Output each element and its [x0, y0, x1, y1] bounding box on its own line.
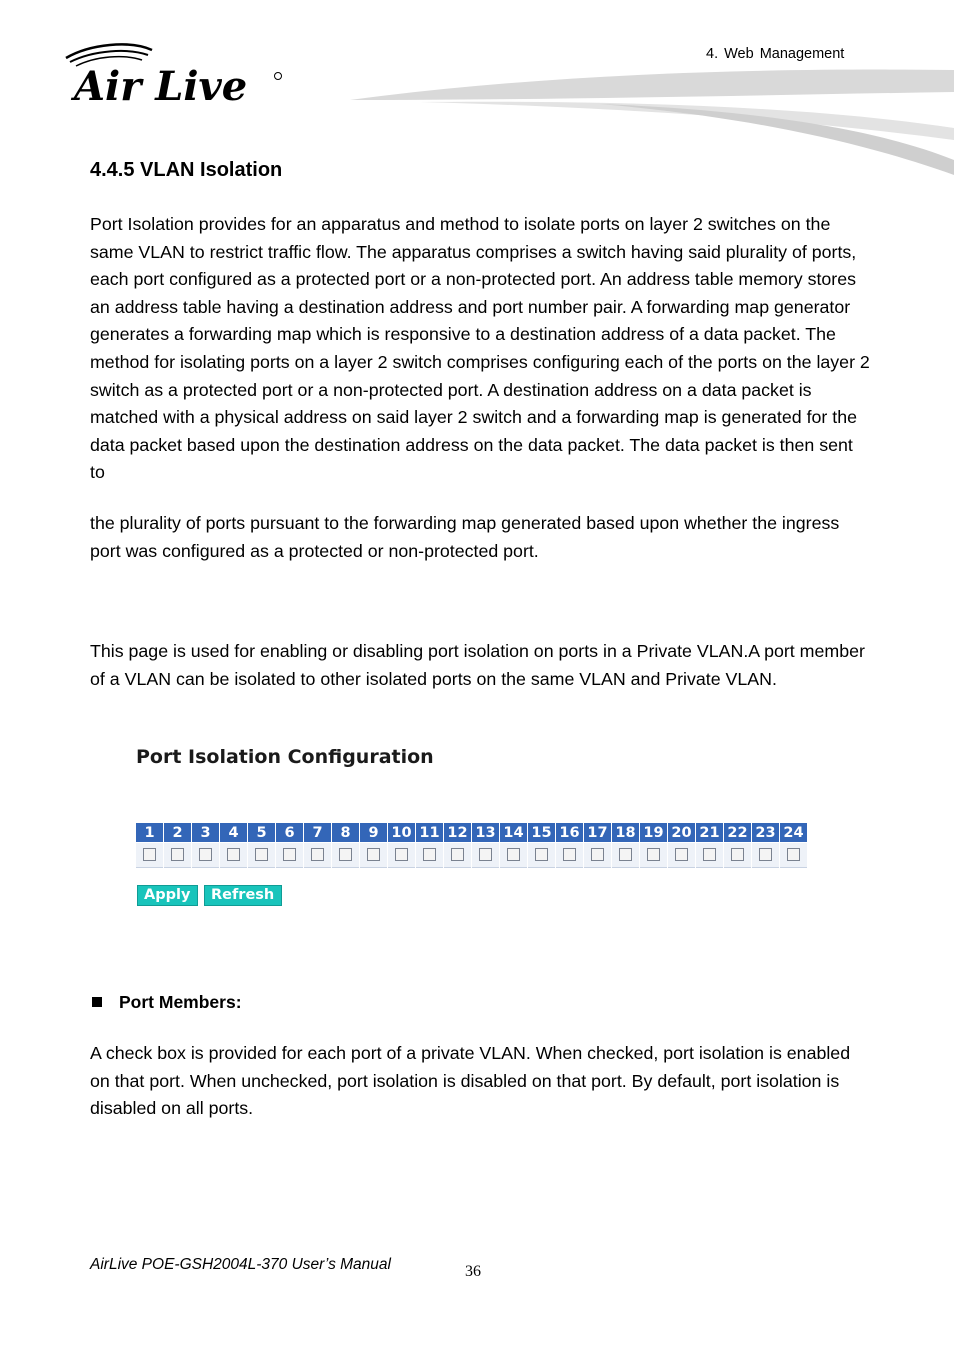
refresh-button[interactable]: Refresh — [204, 885, 282, 906]
port-cell-10 — [388, 843, 415, 868]
port-header-21: 21 — [696, 823, 723, 842]
paragraph-port-members: A check box is provided for each port of a private VLAN. When checked, port isolation is enabled on that port. When unchecked, port isolation is disabled on that port. By default, port isolation is disabled on all ports. — [90, 1043, 851, 1119]
port-cell-23 — [752, 843, 779, 868]
port-cell-24 — [780, 843, 807, 868]
port-header-9: 9 — [360, 823, 387, 842]
bullet-label: Port Members: — [119, 992, 242, 1012]
port-header-12: 12 — [444, 823, 471, 842]
port-checkbox-8[interactable] — [339, 848, 352, 861]
port-header-10: 10 — [388, 823, 415, 842]
apply-button[interactable]: Apply — [137, 885, 198, 906]
bullet-square-icon — [92, 997, 102, 1007]
port-cell-21 — [696, 843, 723, 868]
port-cell-4 — [220, 843, 247, 868]
port-cell-13 — [472, 843, 499, 868]
port-checkbox-12[interactable] — [451, 848, 464, 861]
port-header-20: 20 — [668, 823, 695, 842]
port-cell-11 — [416, 843, 443, 868]
port-header-row — [136, 823, 807, 842]
port-checkbox-18[interactable] — [619, 848, 632, 861]
port-checkbox-17[interactable] — [591, 848, 604, 861]
port-cell-20 — [668, 843, 695, 868]
section-title: 4.4.5 VLAN Isolation — [90, 159, 283, 181]
port-cell-8 — [332, 843, 359, 868]
port-checkbox-5[interactable] — [255, 848, 268, 861]
port-checkbox-13[interactable] — [479, 848, 492, 861]
port-cell-9 — [360, 843, 387, 868]
port-cell-7 — [304, 843, 331, 868]
port-checkbox-24[interactable] — [787, 848, 800, 861]
port-header-17: 17 — [584, 823, 611, 842]
port-isolation-table — [135, 822, 808, 869]
port-header-19: 19 — [640, 823, 667, 842]
chapter-header: 4. Web Management — [706, 46, 845, 62]
port-cell-22 — [724, 843, 751, 868]
port-checkbox-14[interactable] — [507, 848, 520, 861]
port-checkbox-11[interactable] — [423, 848, 436, 861]
port-cell-5 — [248, 843, 275, 868]
paragraph-intro: Port Isolation provides for an apparatus and method to isolate ports on layer 2 switches on the same VLAN to restrict traffic flow. The apparatus comprises a switch having said plurality of ports, each port configured as a protected port or a non-protected port. An address table memory stores an address table having a destination address and port number pair. A forwarding map generator generates a forwarding map which is responsive to a destination address of a data packet. The method for isolating ports on a layer 2 switch comprises configuring each of the ports on the layer 2 switch as a protected port or a non-protected port. A destination address on a data packet is matched with a physical address on said layer 2 switch and a forwarding map is generated for the data packet based upon the destination address on the data packet. The data packet is then sent to — [90, 214, 870, 483]
port-header-18: 18 — [612, 823, 639, 842]
port-header-2: 2 — [164, 823, 191, 842]
port-header-3: 3 — [192, 823, 219, 842]
port-checkbox-4[interactable] — [227, 848, 240, 861]
port-checkbox-row — [136, 843, 807, 868]
port-checkbox-1[interactable] — [143, 848, 156, 861]
port-checkbox-16[interactable] — [563, 848, 576, 861]
port-checkbox-19[interactable] — [647, 848, 660, 861]
port-header-6: 6 — [276, 823, 303, 842]
port-cell-12 — [444, 843, 471, 868]
port-checkbox-15[interactable] — [535, 848, 548, 861]
port-checkbox-6[interactable] — [283, 848, 296, 861]
port-checkbox-20[interactable] — [675, 848, 688, 861]
port-header-13: 13 — [472, 823, 499, 842]
port-checkbox-21[interactable] — [703, 848, 716, 861]
port-cell-18 — [612, 843, 639, 868]
port-header-22: 22 — [724, 823, 751, 842]
port-cell-15 — [528, 843, 555, 868]
port-cell-17 — [584, 843, 611, 868]
screen-title: Port Isolation Configuration — [136, 746, 434, 768]
port-header-4: 4 — [220, 823, 247, 842]
port-checkbox-9[interactable] — [367, 848, 380, 861]
paragraph-intro-continued: the plurality of ports pursuant to the forwarding map generated based upon whether the ingress port was configured as a protected or non-protected port. — [90, 513, 840, 561]
port-checkbox-10[interactable] — [395, 848, 408, 861]
port-cell-1 — [136, 843, 163, 868]
footer-manual-title: AirLive POE-GSH2004L-370 User’s Manual — [90, 1256, 391, 1273]
port-header-7: 7 — [304, 823, 331, 842]
paragraph-page-description: This page is used for enabling or disabling port isolation on ports in a Private VLAN.A port member of a VLAN can be isolated to other isolated ports on the same VLAN and Private VLAN. — [90, 641, 865, 689]
logo-wordmark: Air Live — [74, 63, 248, 110]
port-cell-16 — [556, 843, 583, 868]
port-checkbox-2[interactable] — [171, 848, 184, 861]
port-header-5: 5 — [248, 823, 275, 842]
port-header-14: 14 — [500, 823, 527, 842]
port-header-11: 11 — [416, 823, 443, 842]
page-number: 36 — [465, 1263, 481, 1280]
bullet-port-members — [92, 992, 242, 1013]
port-header-23: 23 — [752, 823, 779, 842]
port-checkbox-22[interactable] — [731, 848, 744, 861]
port-cell-3 — [192, 843, 219, 868]
port-header-24: 24 — [780, 823, 807, 842]
port-header-16: 16 — [556, 823, 583, 842]
port-cell-14 — [500, 843, 527, 868]
port-header-8: 8 — [332, 823, 359, 842]
port-cell-19 — [640, 843, 667, 868]
port-header-1: 1 — [136, 823, 163, 842]
port-checkbox-7[interactable] — [311, 848, 324, 861]
port-checkbox-3[interactable] — [199, 848, 212, 861]
port-checkbox-23[interactable] — [759, 848, 772, 861]
port-cell-2 — [164, 843, 191, 868]
port-cell-6 — [276, 843, 303, 868]
port-header-15: 15 — [528, 823, 555, 842]
airlive-logo — [60, 40, 290, 115]
